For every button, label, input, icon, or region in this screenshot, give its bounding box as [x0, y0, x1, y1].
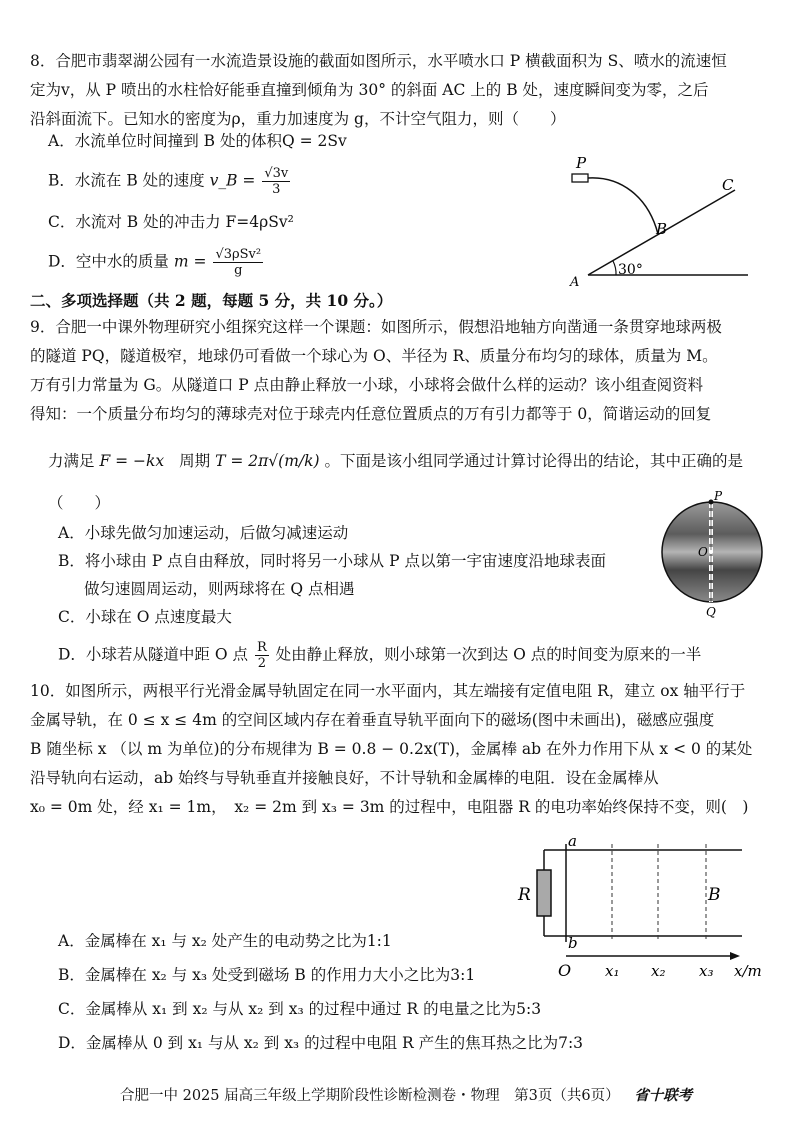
q10-line-4: 沿导轨向右运动，ab 始终与导轨垂直并接触良好，不计导轨和金属棒的电阻．设在金属棒从: [30, 769, 659, 787]
q8-option-d-denominator: g: [234, 263, 243, 278]
q9-option-d-text: D．小球若从隧道中距 O 点: [58, 645, 248, 664]
q10-option-a: A．金属棒在 x₁ 与 x₂ 处产生的电动势之比为1:1: [58, 932, 392, 950]
q9-line-3: 万有引力常量为 G。从隧道口 P 点由静止释放一小球，小球将会做什么样的运动？该小组查阅资料: [30, 376, 704, 394]
q9-line-1: 9．合肥一中课外物理研究小组探究这样一个课题：如图所示，假想沿地轴方向凿通一条贯穿地球两极: [30, 318, 722, 336]
footer-mark: 省十联考: [634, 1087, 693, 1104]
label-field-b: B: [708, 885, 721, 905]
label-axis: x/m: [734, 962, 762, 980]
nozzle-p: [572, 174, 588, 182]
q10-option-c: C．金属棒从 x₁ 到 x₂ 与从 x₂ 到 x₃ 的过程中通过 R 的电量之比为5:3: [58, 1000, 542, 1018]
label-x2: x₂: [651, 962, 666, 980]
footer-text: 合肥一中 2025 届高三年级上学期阶段性诊断检测卷・物理 第3页（共6页）: [120, 1088, 620, 1104]
q9-option-d-fraction: [255, 640, 269, 671]
label-a: a: [568, 832, 577, 850]
label-b: b: [568, 934, 578, 952]
q8-option-a: A．水流单位时间撞到 B 处的体积Q = 2Sv: [48, 132, 347, 150]
q8-option-c: C．水流对 B 处的冲击力 F=4ρSv²: [48, 213, 294, 231]
q9-option-d-suffix: 处由静止释放，则小球第一次到达 O 点的时间变为原来的一半: [275, 645, 702, 664]
label-p: P: [714, 490, 723, 503]
q8-line-1: 8．合肥市翡翠湖公园有一水流造景设施的截面如图所示，水平喷水口 P 横截面积为 S、喷水的流速恒: [30, 52, 727, 70]
q9-option-b: B．将小球由 P 点自由释放，同时将另一小球从 P 点以第一宇宙速度沿地球表面: [58, 552, 606, 570]
q10-line-3: B 随坐标 x （以 m 为单位)的分布规律为 B = 0.8 − 0.2x(T)，金属棒 ab 在外力作用下从 x < 0 的某处: [30, 740, 753, 758]
q10-option-d: D．金属棒从 0 到 x₁ 与从 x₂ 到 x₃ 的过程中电阻 R 产生的焦耳热之比为7:3: [58, 1034, 584, 1052]
q9-option-c: C．小球在 O 点速度最大: [58, 608, 232, 626]
label-r: R: [518, 885, 531, 905]
q10-line-1: 10．如图所示，两根平行光滑金属导轨固定在同一水平面内，其左端接有定值电阻 R，建立 ox 轴平行于: [30, 682, 746, 700]
q8-option-b-text: B．水流在 B 处的速度: [48, 171, 205, 190]
q9-option-d: [58, 640, 701, 671]
q9-line-2: 的隧道 PQ，隧道极窄，地球仍可看做一个球心为 O、半径为 R、质量分布均匀的球体，质量为 M。: [30, 347, 718, 365]
label-origin: O: [558, 961, 572, 980]
q9-period-label: 周期: [179, 452, 211, 470]
label-x3: x₃: [699, 962, 714, 980]
q9-paren: （ ）: [48, 494, 111, 512]
q10-figure-rails: [510, 828, 780, 984]
label-x1: x₁: [605, 962, 620, 980]
q9-option-d-denominator: 2: [257, 656, 266, 671]
label-q: Q: [706, 605, 716, 618]
q8-option-d-numerator: √3ρSv²: [215, 247, 262, 262]
q10-option-b: B．金属棒在 x₂ 与 x₃ 处受到磁场 B 的作用力大小之比为3:1: [58, 966, 476, 984]
label-a: A: [570, 275, 580, 290]
q10-line-2: 金属导轨，在 0 ≤ x ≤ 4m 的空间区域内存在着垂直导轨平面向下的磁场(图中未画出)，磁感应强度: [30, 711, 715, 729]
q9-force-text-2: 。下面是该小组同学通过计算讨论得出的结论，其中正确的是: [324, 452, 744, 470]
section-2-heading: 二、多项选择题（共 2 题，每题 5 分，共 10 分。）: [30, 291, 393, 310]
q9-line-4: 得知：一个质量分布均匀的薄球壳对位于球壳内任意位置质点的万有引力都等于 0，简谐运动的回复: [30, 405, 712, 423]
q9-force-line: [48, 448, 743, 474]
q9-force-formula: F = −kx: [99, 452, 165, 470]
label-c: C: [722, 176, 734, 194]
q9-option-d-numerator: R: [256, 640, 267, 655]
q9-option-b-cont: 做匀速圆周运动，则两球将在 Q 点相遇: [84, 580, 355, 598]
label-p: P: [576, 154, 587, 172]
q9-period-formula: T = 2π√(m/k): [215, 452, 320, 470]
q8-line-3: 沿斜面流下。已知水的密度为ρ，重力加速度为 g，不计空气阻力，则（ ）: [30, 110, 566, 128]
label-angle: 30°: [618, 262, 643, 278]
question-8-stem: [30, 47, 760, 134]
q8-option-d: [48, 247, 265, 278]
label-b: B: [656, 220, 668, 238]
label-o: O: [698, 545, 708, 559]
q8-figure-slope: [560, 150, 760, 290]
q8-option-b-fraction: [262, 166, 290, 197]
q8-line-2: 定为v，从 P 喷出的水柱恰好能垂直撞到倾角为 30° 的斜面 AC 上的 B 处，速度瞬间变为零，之后: [30, 81, 709, 99]
page-footer: [120, 1084, 692, 1105]
resistor-r: [537, 870, 551, 916]
question-9-stem: [30, 313, 760, 429]
q10-line-5: x₀ = 0m 处，经 x₁ = 1m， x₂ = 2m 到 x₃ = 3m 的过程中，电阻器 R 的电功率始终保持不变，则( ): [30, 798, 749, 816]
q8-option-b-denominator: 3: [272, 182, 281, 197]
question-10-stem: [30, 677, 760, 822]
q8-option-d-text: D．空中水的质量: [48, 252, 169, 271]
q9-figure-earth: [650, 490, 780, 618]
q8-option-b-numerator: √3v: [264, 166, 289, 181]
q8-option-d-formula: m =: [173, 252, 207, 271]
q8-option-b-formula: v_B =: [209, 171, 256, 190]
q9-force-text: 力满足: [48, 452, 95, 470]
q8-option-d-fraction: [213, 247, 263, 278]
q9-option-a: A．小球先做匀加速运动，后做匀减速运动: [58, 524, 349, 542]
q8-option-b: [48, 166, 292, 197]
